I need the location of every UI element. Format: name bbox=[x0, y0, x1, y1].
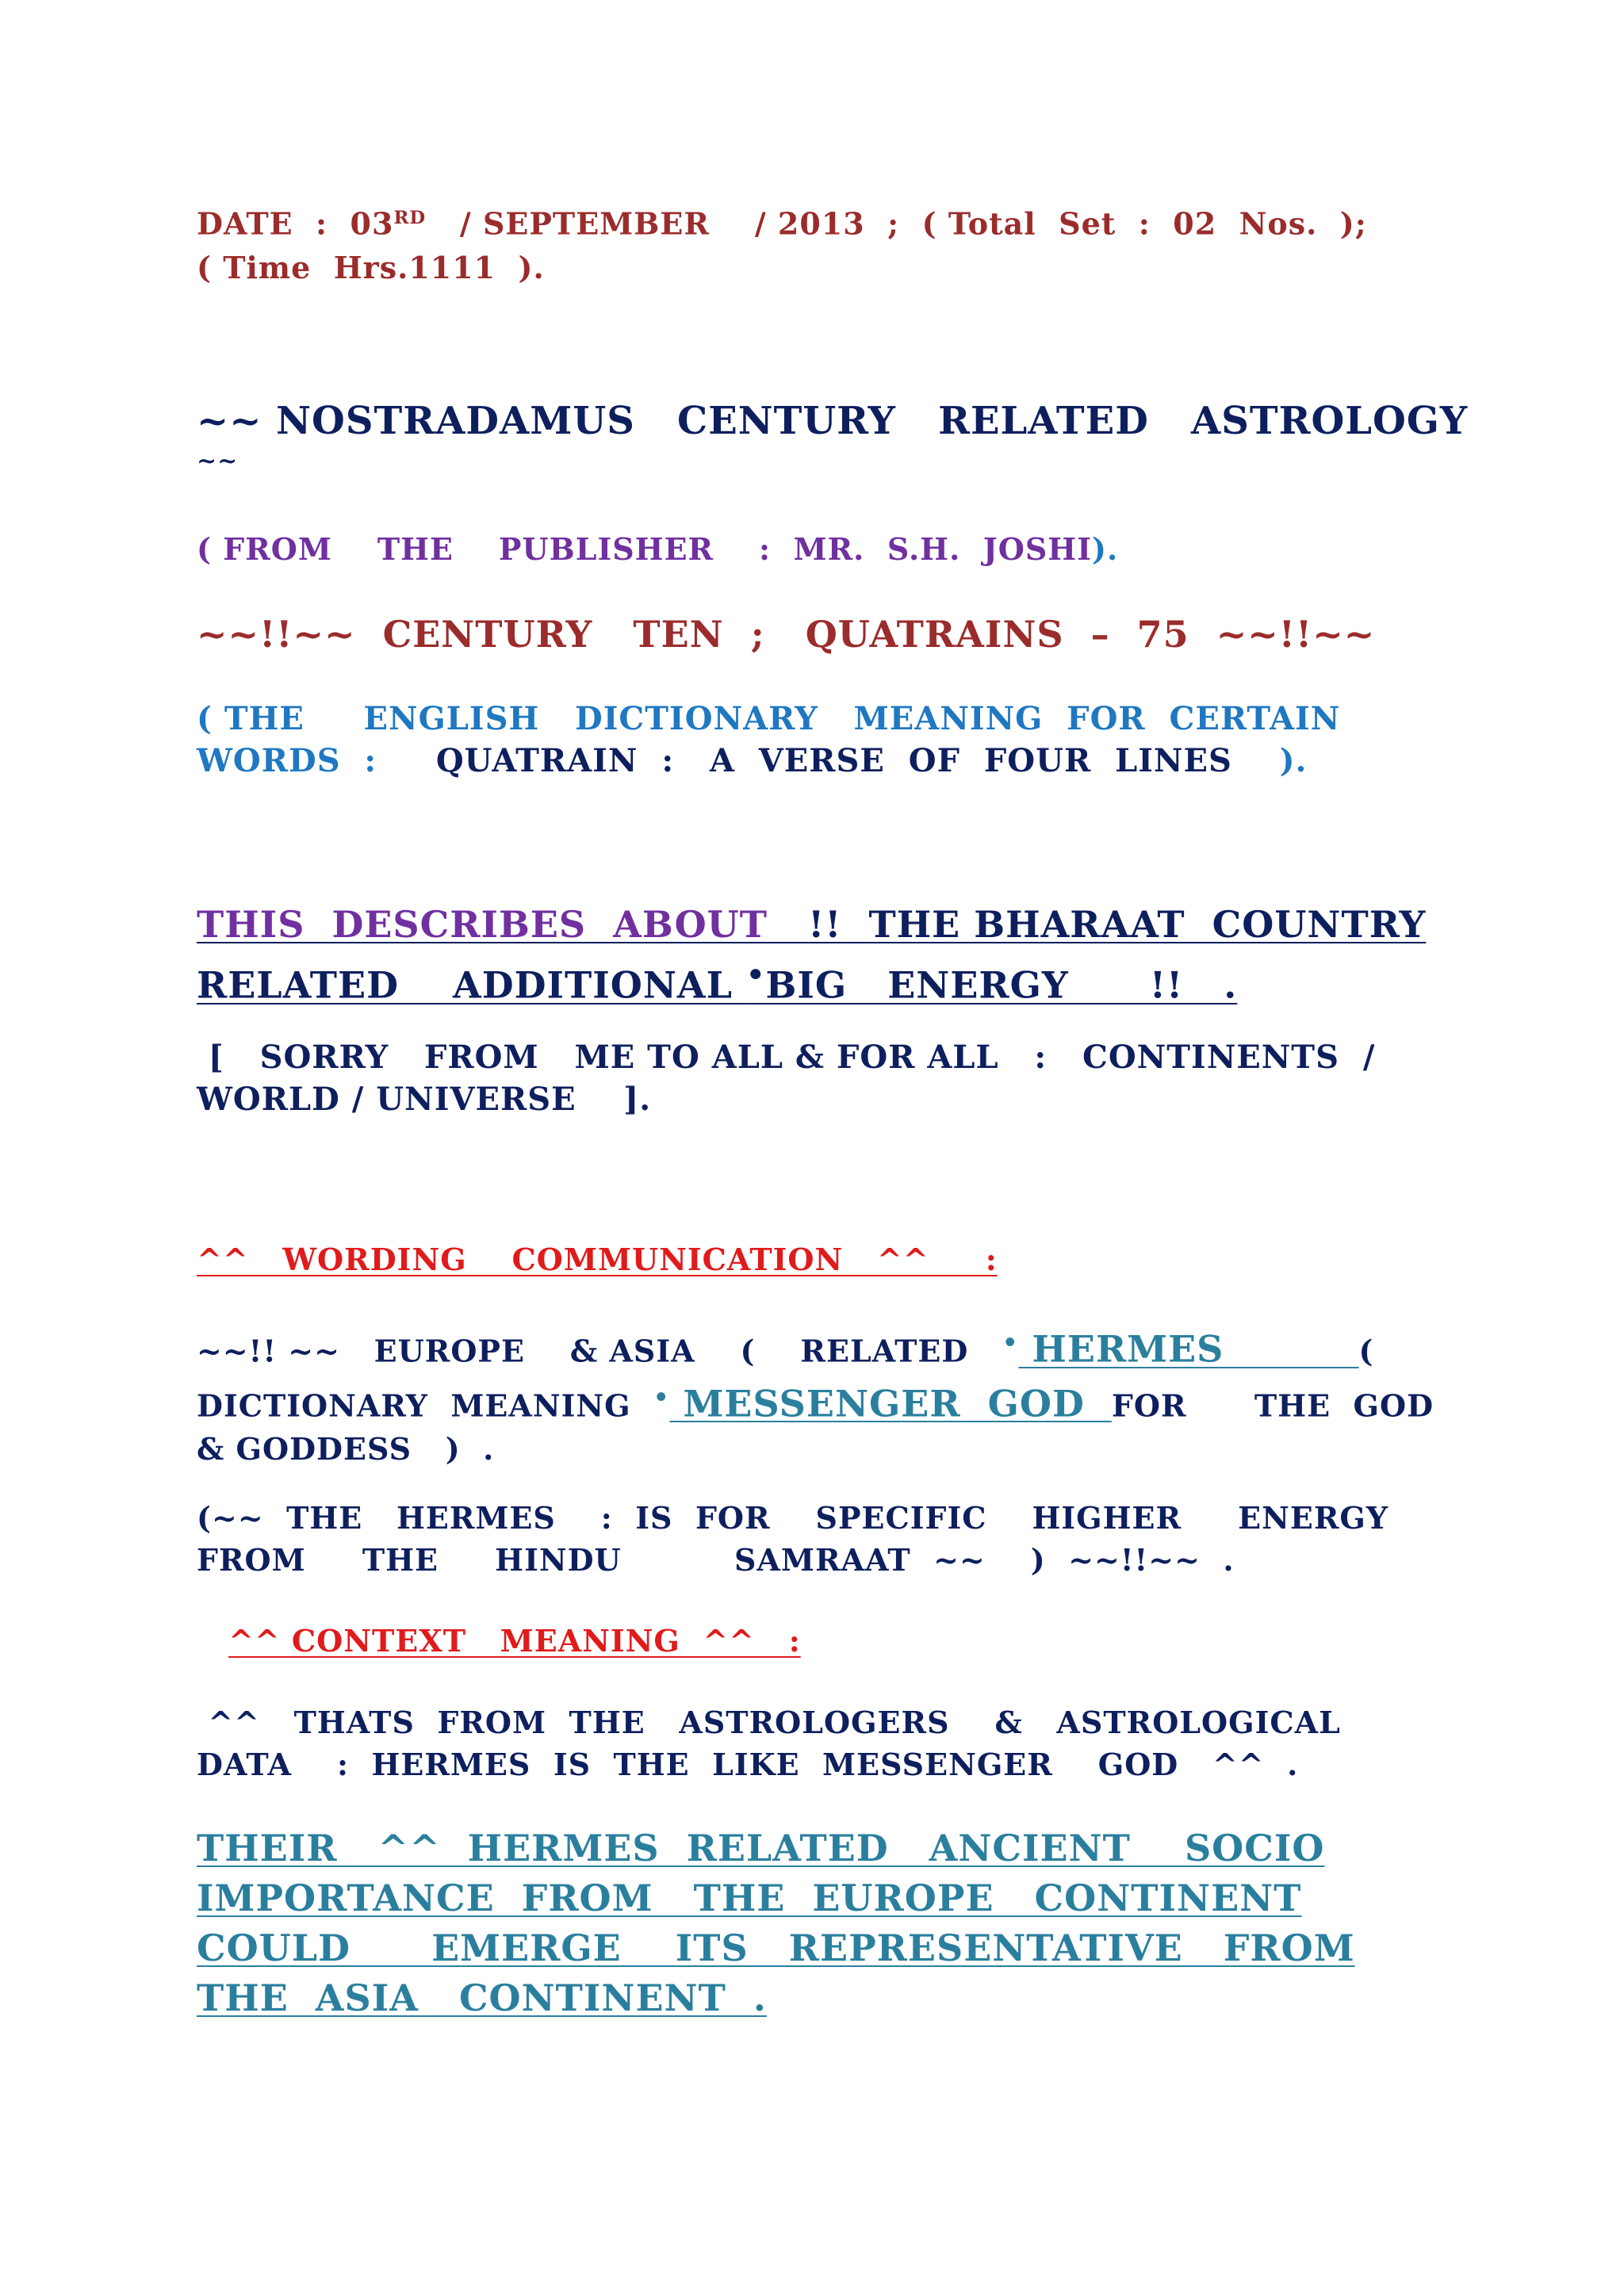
europe-asia-lead: ~~!! ~~ EUROPE & ASIA ( RELATED bbox=[197, 1333, 1002, 1369]
describes-country: !! THE BHARAAT COUNTRY bbox=[808, 903, 1427, 946]
title-line-2: ~~ bbox=[197, 447, 239, 475]
sorry-line-2: WORLD / UNIVERSE ]. bbox=[197, 1081, 652, 1118]
hermes-energy-line-2: FROM THE HINDU SAMRAAT ~~ ) ~~!!~~ . bbox=[197, 1542, 1235, 1578]
thats-from-line-2: DATA : HERMES IS THE LIKE MESSENGER GOD ^^ . bbox=[197, 1747, 1299, 1782]
europe-asia-line-3: & GODDESS ) . bbox=[197, 1431, 495, 1468]
date-text: DATE : 03 bbox=[197, 205, 394, 242]
publisher-close: ). bbox=[1091, 531, 1119, 567]
their-line-2: IMPORTANCE FROM THE EUROPE CONTINENT bbox=[197, 1877, 1302, 1919]
date-line-2: ( Time Hrs.1111 ). bbox=[197, 249, 545, 285]
hermes-term: HERMES bbox=[1018, 1327, 1359, 1371]
title-line-1: ~~ NOSTRADAMUS CENTURY RELATED ASTROLOGY bbox=[197, 399, 1469, 443]
wording-heading bbox=[197, 1240, 1434, 1280]
europe-asia-line-1 bbox=[197, 1320, 1434, 1375]
their-line-3: COULD EMERGE ITS REPRESENTATIVE FROM bbox=[197, 1927, 1355, 1969]
dictionary-note-line-1: ( THE ENGLISH DICTIONARY MEANING FOR CERTAIN bbox=[197, 700, 1341, 737]
sorry-block bbox=[197, 1036, 1434, 1120]
describes-lead: THIS DESCRIBES ABOUT bbox=[197, 903, 809, 946]
dictionary-note-close: ). bbox=[1279, 742, 1308, 779]
title-block bbox=[197, 396, 1469, 477]
publisher-line bbox=[197, 530, 1434, 569]
dictionary-note bbox=[197, 698, 1434, 782]
dictionary-note-line-2 bbox=[197, 740, 1434, 782]
century-text: ~~!!~~ CENTURY TEN ; QUATRAINS – 75 ~~!!~~ bbox=[197, 613, 1376, 656]
wording-heading-text: ^^ WORDING COMMUNICATION ^^ : bbox=[197, 1242, 998, 1277]
describes-line-2 bbox=[197, 950, 1434, 1011]
thats-from-line-1: ^^ THATS FROM THE ASTROLOGERS & ASTROLOGICAL bbox=[197, 1705, 1341, 1740]
europe-asia-block bbox=[197, 1320, 1434, 1470]
thats-from-block bbox=[197, 1701, 1434, 1785]
for-the-god: FOR THE GOD bbox=[1111, 1387, 1434, 1424]
their-line-1: THEIR ^^ HERMES RELATED ANCIENT SOCIO bbox=[197, 1827, 1325, 1869]
dictionary-meaning-label: DICTIONARY MEANING bbox=[197, 1387, 654, 1424]
describes-energy: BIG ENERGY !! . bbox=[765, 963, 1238, 1007]
describes-related: RELATED ADDITIONAL bbox=[197, 963, 746, 1007]
context-heading-text: ^^ CONTEXT MEANING ^^ : bbox=[228, 1623, 801, 1659]
europe-asia-line-2 bbox=[197, 1375, 1434, 1429]
sorry-line-1: [ SORRY FROM ME TO ALL & FOR ALL : CONTINENTS / bbox=[197, 1039, 1376, 1076]
quatrain-definition: QUATRAIN : A VERSE OF FOUR LINES bbox=[377, 742, 1280, 779]
hermes-energy-line-1: (~~ THE HERMES : IS FOR SPECIFIC HIGHER ENERGY bbox=[197, 1500, 1388, 1536]
date-block bbox=[197, 197, 1434, 289]
context-heading bbox=[228, 1621, 1465, 1661]
date-rest: / SEPTEMBER / 2013 ; ( Total Set : 02 Nos. ); bbox=[426, 205, 1367, 242]
century-heading bbox=[197, 610, 1434, 658]
bullet-icon: • bbox=[1002, 1329, 1019, 1357]
date-line-1 bbox=[197, 197, 1434, 246]
their-paragraph bbox=[197, 1823, 1434, 2023]
messenger-god-term: MESSENGER GOD bbox=[669, 1382, 1112, 1425]
describes-block bbox=[197, 900, 1434, 1011]
open-paren: ( bbox=[1358, 1333, 1374, 1369]
date-ordinal-suffix: RD bbox=[393, 208, 427, 228]
words-label: WORDS : bbox=[197, 742, 377, 779]
their-line-4: THE ASIA CONTINENT . bbox=[197, 1976, 767, 2019]
describes-line-1 bbox=[197, 900, 1434, 950]
publisher-text: ( FROM THE PUBLISHER : MR. S.H. JOSHI bbox=[197, 531, 1092, 567]
bullet-icon: • bbox=[653, 1383, 670, 1412]
bullet-icon: • bbox=[745, 957, 766, 992]
hermes-energy-block bbox=[197, 1497, 1434, 1581]
